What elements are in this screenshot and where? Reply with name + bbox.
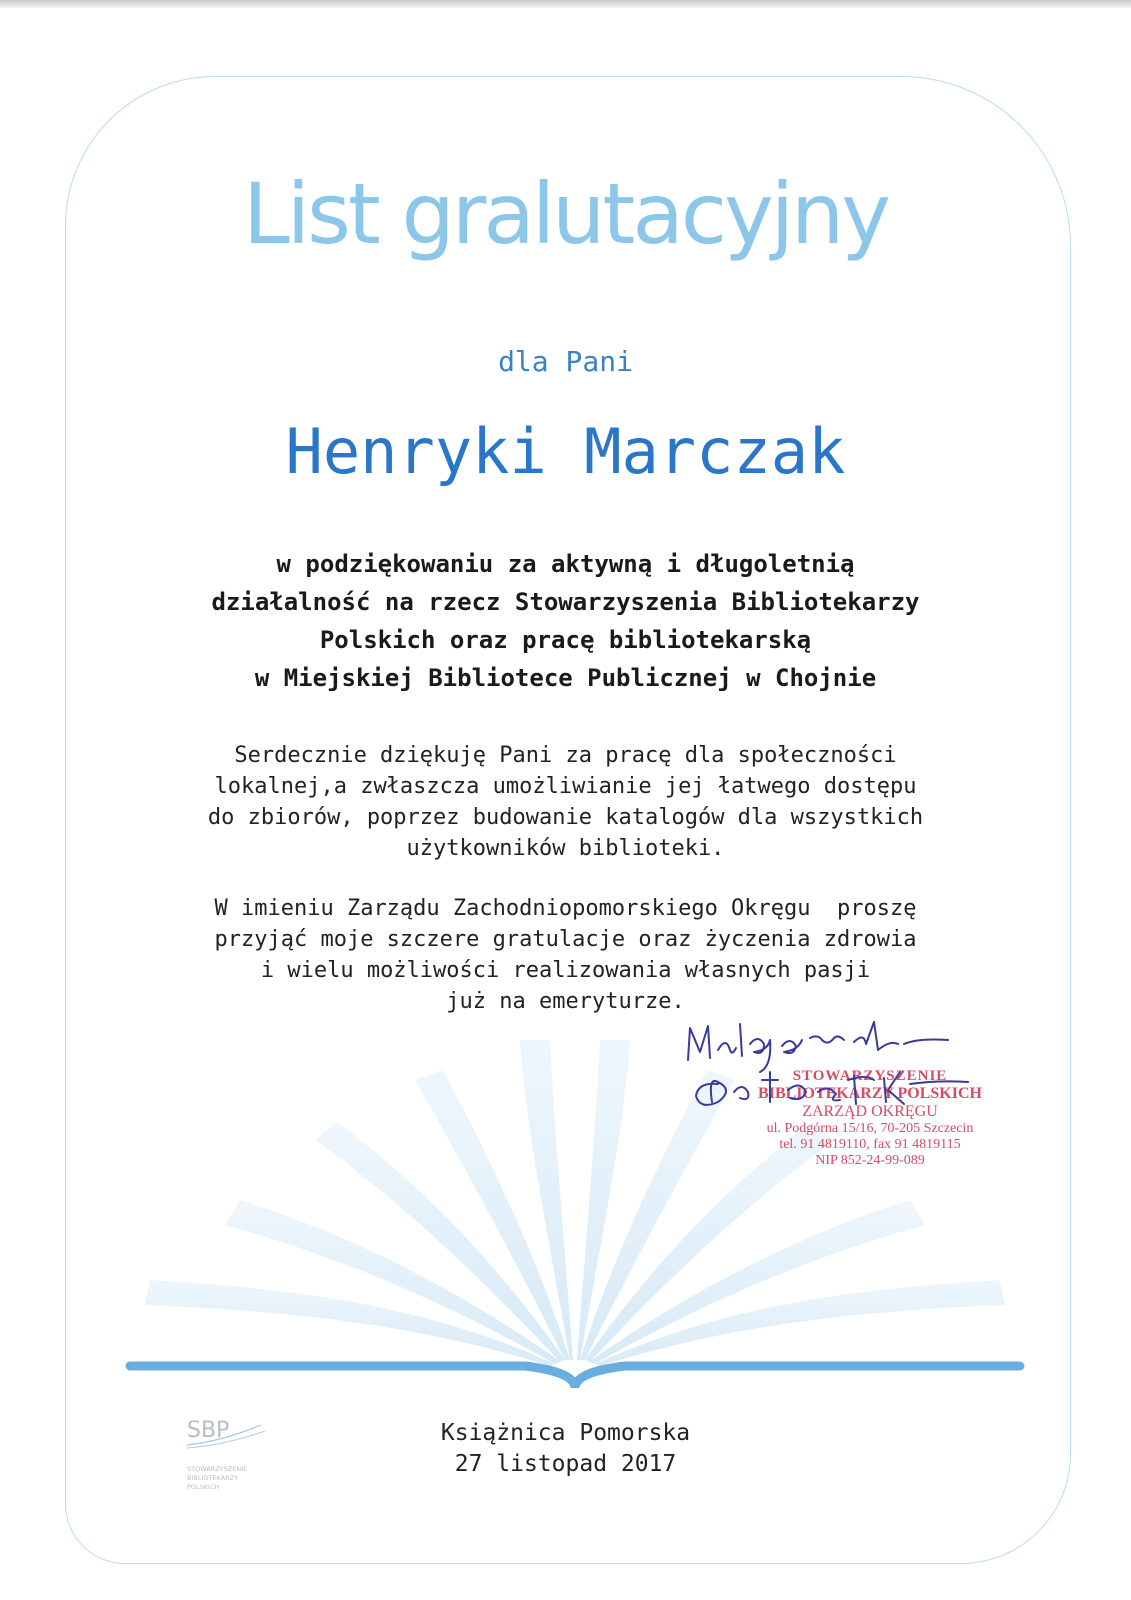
- stamp-line: ZARZĄD OKRĘGU: [802, 1103, 938, 1120]
- stamp-line: NIP 852-24-99-089: [815, 1153, 925, 1168]
- wishes-line: już na emeryturze.: [446, 989, 685, 1014]
- wishes-line: W imieniu Zarządu Zachodniopomorskiego Okręgu proszę: [214, 896, 917, 921]
- issue-date: 27 listopad 2017: [454, 1451, 677, 1477]
- stamp-line: tel. 91 4819110, fax 91 4819115: [779, 1137, 961, 1152]
- thanks-message: [0, 740, 1131, 864]
- logo-abbr: SBP: [187, 1418, 230, 1443]
- stamp-line: ul. Podgórna 15/16, 70-205 Szczecin: [766, 1121, 974, 1136]
- scan-top-edge: [0, 0, 1131, 8]
- certificate-title: List gralutacyjny: [242, 165, 889, 263]
- dedication-line: w podziękowaniu za aktywną i długoletnią: [276, 550, 855, 578]
- dedication-line: Polskich oraz pracę bibliotekarską: [319, 626, 812, 654]
- recipient-name: Henryki Marczak: [285, 415, 846, 488]
- message-line: Serdecznie dziękuję Pani za pracę dla społeczności: [234, 743, 897, 768]
- message-line: lokalnej,a zwłaszcza umożliwianie jej łatwego dostępu: [214, 774, 917, 799]
- dedication-line: w Miejskiej Bibliotece Publicznej w Chojnie: [254, 664, 877, 692]
- wishes-line: i wielu możliwości realizowania własnych pasji: [260, 958, 871, 983]
- stamp-line: BIBLIOTEKARZY POLSKICH: [758, 1085, 982, 1102]
- message-line: użytkowników biblioteki.: [406, 836, 725, 861]
- stamp-line: STOWARZYSZENIE: [792, 1068, 948, 1084]
- wishes-message: [0, 893, 1131, 1017]
- logo-line: BIBLIOTEKARZY: [187, 1474, 239, 1482]
- salutation: dla Pani: [498, 345, 633, 378]
- dedication-line: działalność na rzecz Stowarzyszenia Bibliotekarzy: [211, 588, 920, 616]
- dedication-text: [0, 545, 1131, 697]
- wishes-line: przyjąć moje szczere gratulacje oraz życzenia zdrowia: [214, 927, 917, 952]
- logo-line: STOWARZYSZENIE: [187, 1465, 248, 1473]
- message-line: do zbiorów, poprzez budowanie katalogów dla wszystkich: [207, 805, 924, 830]
- issuing-place: Książnica Pomorska: [440, 1420, 691, 1446]
- handwritten-signature: [678, 1010, 978, 1120]
- logo-line: POLSKICH: [187, 1483, 220, 1491]
